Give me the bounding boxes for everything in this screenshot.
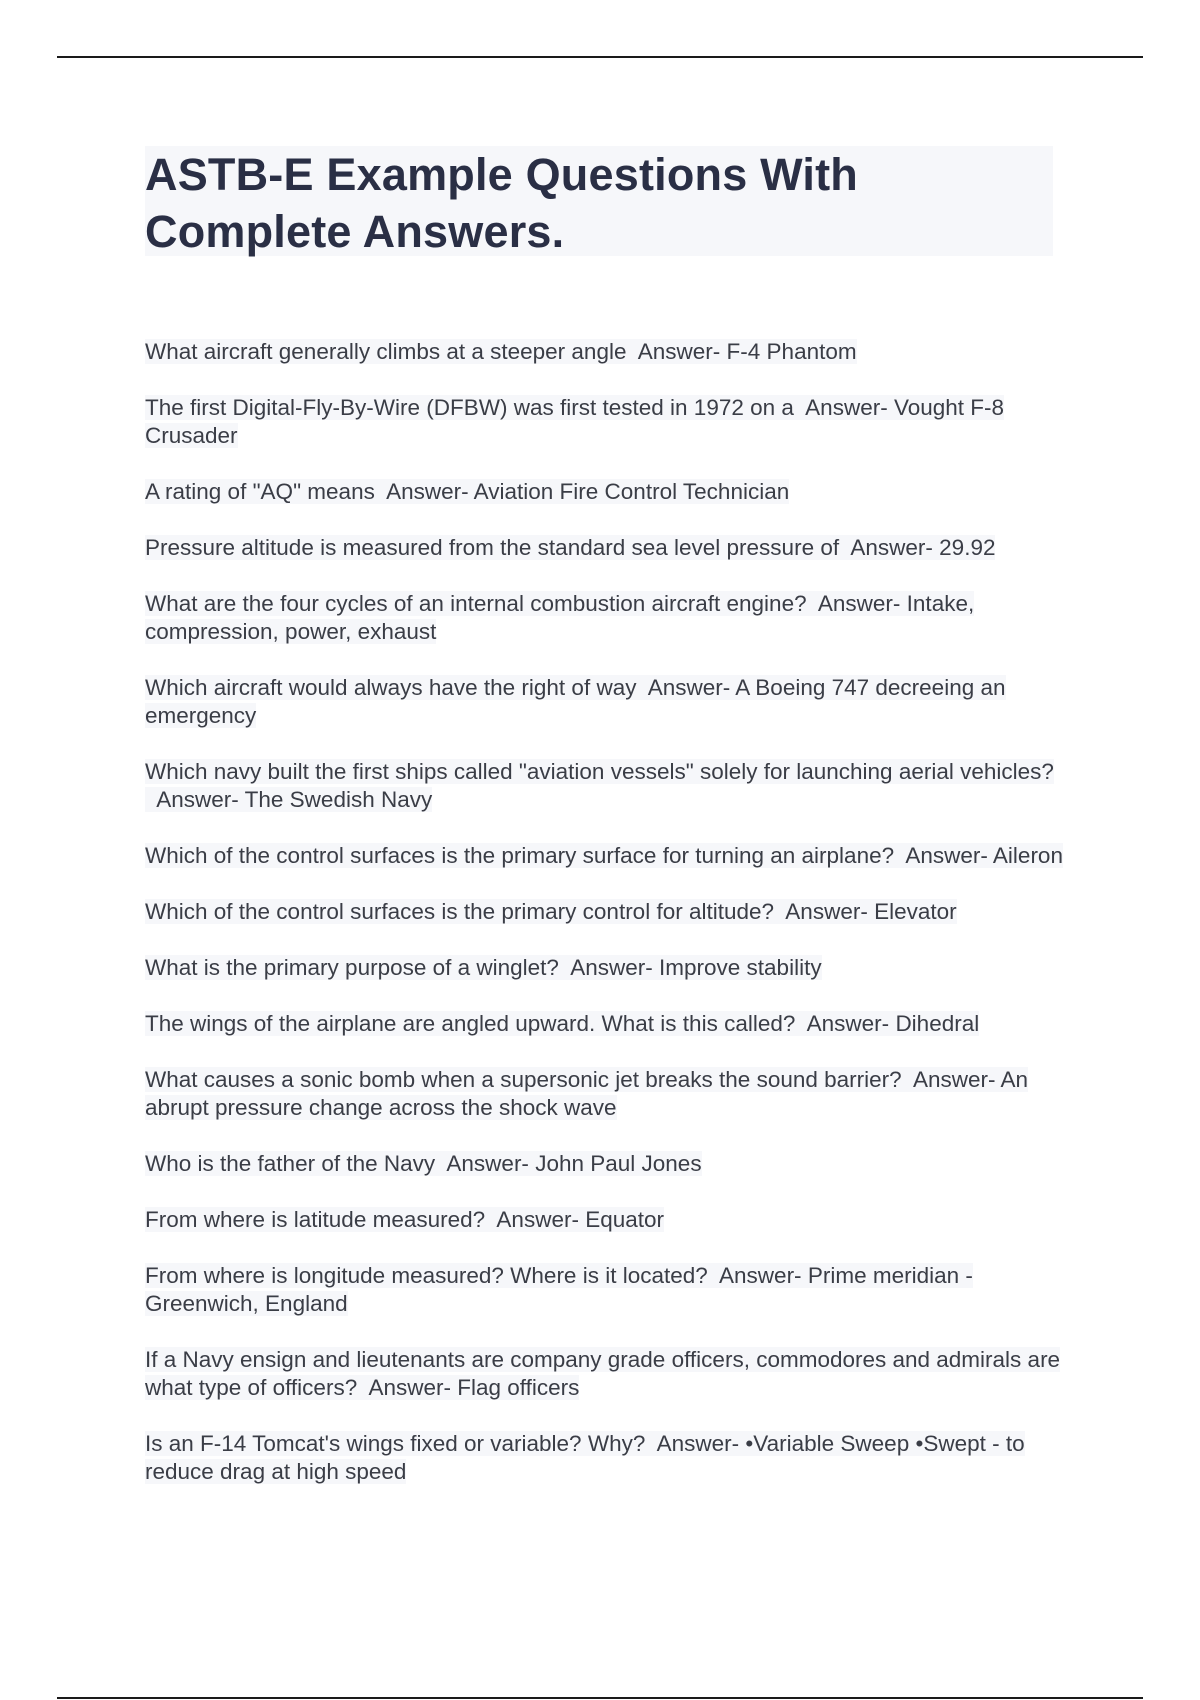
qa-item bbox=[145, 1430, 1065, 1486]
answer-text: An abrupt pressure change across the shock wave bbox=[145, 1067, 1029, 1120]
question-text: Pressure altitude is measured from the standard sea level pressure of bbox=[145, 535, 840, 560]
question-text: Is an F-14 Tomcat's wings fixed or variable? Why? bbox=[145, 1431, 646, 1456]
qa-text bbox=[145, 843, 1063, 868]
qa-item bbox=[145, 954, 1065, 982]
answer-text: •Variable Sweep •Swept - to reduce drag at high speed bbox=[145, 1431, 1025, 1484]
qa-item bbox=[145, 1150, 1065, 1178]
answer-text: Aileron bbox=[992, 843, 1063, 868]
answer-text: Equator bbox=[585, 1207, 665, 1232]
answer-text: A Boeing 747 decreeing an emergency bbox=[145, 675, 1006, 728]
qa-item bbox=[145, 1066, 1065, 1122]
qa-text bbox=[145, 339, 857, 364]
question-text: Which of the control surfaces is the primary control for altitude? bbox=[145, 899, 775, 924]
answer-prefix: Answer- bbox=[156, 787, 239, 812]
answer-text: The Swedish Navy bbox=[244, 787, 433, 812]
answer-text: Dihedral bbox=[895, 1011, 980, 1036]
answer-text: Intake, compression, power, exhaust bbox=[145, 591, 975, 644]
answer-text: F-4 Phantom bbox=[726, 339, 857, 364]
qa-list bbox=[145, 338, 1065, 1514]
answer-prefix: Answer- bbox=[806, 1011, 890, 1036]
qa-item bbox=[145, 898, 1065, 926]
answer-text: Flag officers bbox=[457, 1375, 580, 1400]
answer-prefix: Answer- bbox=[496, 1207, 579, 1232]
qa-item bbox=[145, 478, 1065, 506]
qa-text bbox=[145, 1347, 1060, 1400]
qa-text bbox=[145, 535, 995, 560]
qa-item bbox=[145, 1262, 1065, 1318]
question-text: The wings of the airplane are angled upward. What is this called? bbox=[145, 1011, 796, 1036]
question-text: What is the primary purpose of a winglet? bbox=[145, 955, 559, 980]
qa-text bbox=[145, 1207, 664, 1232]
answer-prefix: Answer- bbox=[446, 1151, 529, 1176]
answer-prefix: Answer- bbox=[850, 535, 933, 560]
qa-text bbox=[145, 1151, 702, 1176]
qa-text bbox=[145, 591, 974, 644]
answer-prefix: Answer- bbox=[905, 843, 988, 868]
question-text: Which of the control surfaces is the primary surface for turning an airplane? bbox=[145, 843, 895, 868]
question-text: From where is longitude measured? Where is it located? bbox=[145, 1263, 708, 1288]
question-text: Who is the father of the Navy bbox=[145, 1151, 436, 1176]
title-line-2: Complete Answers. bbox=[145, 206, 565, 257]
qa-item bbox=[145, 674, 1065, 730]
answer-prefix: Answer- bbox=[570, 955, 653, 980]
qa-item bbox=[145, 842, 1065, 870]
answer-text: Improve stability bbox=[659, 955, 822, 980]
answer-text: John Paul Jones bbox=[535, 1151, 702, 1176]
qa-item bbox=[145, 758, 1065, 814]
qa-item bbox=[145, 338, 1065, 366]
answer-text: 29.92 bbox=[939, 535, 996, 560]
qa-text bbox=[145, 1263, 973, 1316]
document-title bbox=[145, 146, 1053, 260]
answer-text: Vought F-8 Crusader bbox=[145, 395, 1005, 448]
title-block bbox=[145, 146, 1053, 256]
qa-text bbox=[145, 1011, 979, 1036]
question-text: What are the four cycles of an internal combustion aircraft engine? bbox=[145, 591, 807, 616]
question-text: If a Navy ensign and lieutenants are company grade officers, commodores and admirals are what type of officers? bbox=[145, 1347, 1061, 1400]
question-text: The first Digital-Fly-By-Wire (DFBW) was first tested in 1972 on a bbox=[145, 395, 794, 420]
answer-text: Elevator bbox=[874, 899, 957, 924]
qa-item bbox=[145, 1010, 1065, 1038]
qa-text bbox=[145, 899, 957, 924]
answer-prefix: Answer- bbox=[785, 899, 868, 924]
qa-text bbox=[145, 1431, 1025, 1484]
answer-prefix: Answer- bbox=[656, 1431, 740, 1456]
answer-prefix: Answer- bbox=[817, 591, 901, 616]
question-text: Which aircraft would always have the right of way bbox=[145, 675, 637, 700]
answer-prefix: Answer- bbox=[637, 339, 721, 364]
bottom-rule bbox=[57, 1697, 1143, 1699]
qa-text bbox=[145, 395, 1004, 448]
qa-item bbox=[145, 1346, 1065, 1402]
question-text: A rating of "AQ" means bbox=[145, 479, 375, 504]
qa-text bbox=[145, 1067, 1028, 1120]
qa-item bbox=[145, 534, 1065, 562]
top-rule bbox=[57, 56, 1143, 58]
answer-text: Aviation Fire Control Technician bbox=[473, 479, 790, 504]
answer-prefix: Answer- bbox=[719, 1263, 802, 1288]
question-text: From where is latitude measured? bbox=[145, 1207, 486, 1232]
answer-text: Prime meridian - Greenwich, England bbox=[145, 1263, 973, 1316]
qa-text bbox=[145, 675, 1006, 728]
qa-text bbox=[145, 955, 822, 980]
qa-item bbox=[145, 1206, 1065, 1234]
question-text: What causes a sonic bomb when a supersonic jet breaks the sound barrier? bbox=[145, 1067, 902, 1092]
answer-prefix: Answer- bbox=[805, 395, 888, 420]
qa-text bbox=[145, 759, 1054, 812]
question-text: What aircraft generally climbs at a steeper angle bbox=[145, 339, 627, 364]
question-text: Which navy built the first ships called "aviation vessels" solely for launching aerial vehicles? bbox=[145, 759, 1054, 784]
answer-prefix: Answer- bbox=[386, 479, 469, 504]
qa-text bbox=[145, 479, 789, 504]
title-line-1: ASTB-E Example Questions With bbox=[145, 149, 858, 200]
qa-item bbox=[145, 394, 1065, 450]
answer-prefix: Answer- bbox=[912, 1067, 996, 1092]
answer-prefix: Answer- bbox=[647, 675, 731, 700]
answer-prefix: Answer- bbox=[368, 1375, 451, 1400]
qa-item bbox=[145, 590, 1065, 646]
